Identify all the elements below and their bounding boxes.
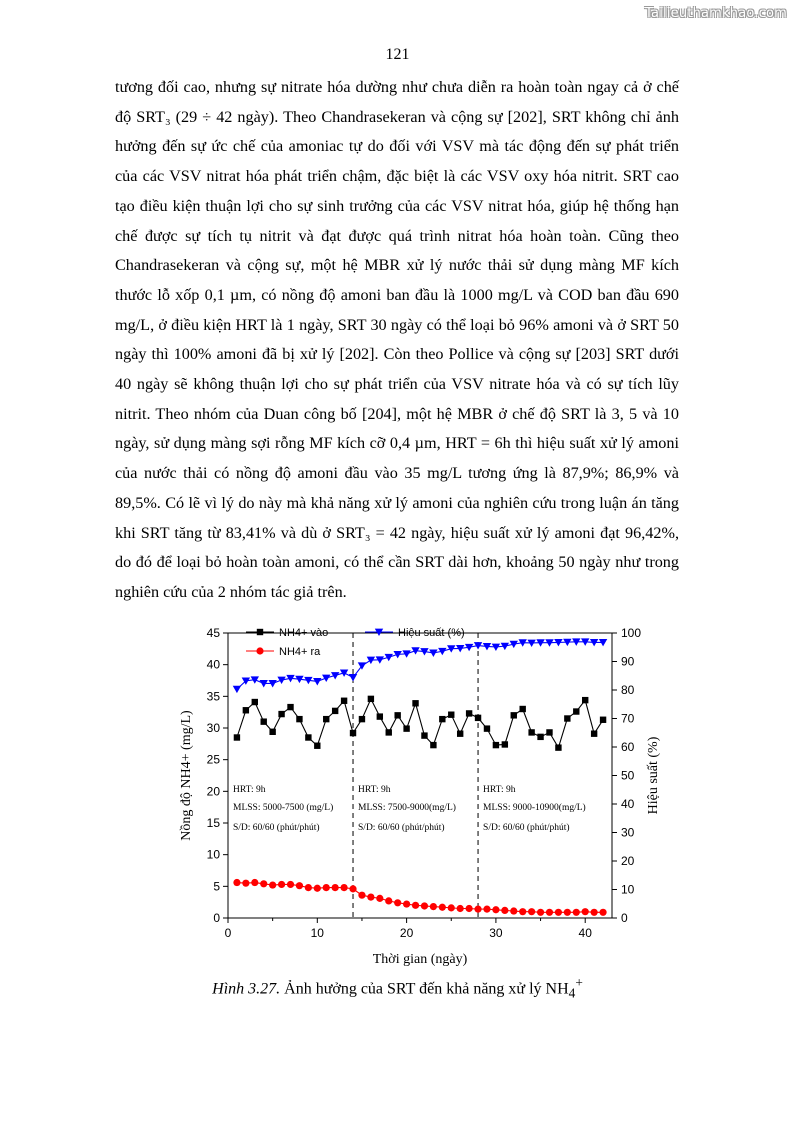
- nh4-out-point: [367, 894, 374, 901]
- y-left-tick-label: 5: [213, 879, 220, 894]
- y-right-tick-label: 0: [621, 911, 628, 925]
- nh4-out-point: [376, 895, 383, 902]
- nh4-in-point: [484, 725, 490, 731]
- nh4-in-point: [582, 697, 588, 703]
- nh4-out-point: [519, 908, 526, 915]
- annotation-mlss: MLSS: 5000-7500 (mg/L): [233, 803, 334, 813]
- nh4-out-point: [412, 902, 419, 909]
- y-right-tick-label: 70: [621, 711, 635, 726]
- y-left-tick-label: 20: [206, 784, 220, 799]
- nh4-in-point: [448, 712, 454, 718]
- x-axis-label: Thời gian (ngày): [372, 952, 468, 967]
- nh4-in-point: [305, 734, 311, 740]
- figure-caption: [0, 975, 795, 1002]
- y-left-tick-label: 45: [206, 626, 220, 640]
- nh4-in-point: [394, 712, 400, 718]
- nh4-out-point: [591, 909, 598, 916]
- srt-ammonium-chart: [170, 618, 661, 970]
- y-right-tick-label: 80: [621, 683, 635, 697]
- nh4-in-point: [368, 696, 374, 702]
- x-tick-label: 0: [224, 926, 232, 940]
- nh4-in-point: [261, 718, 267, 724]
- y-right-tick-label: 50: [621, 768, 635, 783]
- nh4-in-point: [591, 731, 597, 737]
- nh4-in-point: [519, 706, 525, 712]
- y-right-tick-label: 10: [621, 882, 635, 897]
- nh4-out-point: [457, 905, 464, 912]
- nh4-out-point: [314, 885, 321, 892]
- plot-frame: [228, 633, 612, 918]
- nh4-in-point: [421, 732, 427, 738]
- legend-marker: [256, 647, 263, 654]
- nh4-out-point: [260, 880, 267, 887]
- nh4-in-point: [430, 742, 436, 748]
- annotation-sd: S/D: 60/60 (phút/phút): [483, 823, 570, 833]
- nh4-out-point: [287, 881, 294, 888]
- nh4-in-point: [502, 741, 508, 747]
- y-right-tick-label: 40: [621, 797, 635, 811]
- nh4-in-point: [412, 700, 418, 706]
- body-paragraph-container: [115, 73, 679, 608]
- nh4-in-point: [269, 729, 275, 735]
- nh4-in-point: [555, 744, 561, 750]
- nh4-out-point: [296, 882, 303, 889]
- nh4-in-point: [386, 729, 392, 735]
- nh4-in-point: [314, 743, 320, 749]
- y-right-tick-label: 20: [621, 854, 635, 868]
- efficiency-point: [313, 678, 321, 685]
- nh4-out-point: [394, 899, 401, 906]
- figure-3-27: [170, 618, 661, 970]
- nh4-out-point: [278, 881, 285, 888]
- nh4-in-point: [287, 704, 293, 710]
- nh4-in-point: [296, 716, 302, 722]
- nh4-out-point: [448, 904, 455, 911]
- nh4-out-point: [421, 902, 428, 909]
- x-tick-label: 40: [578, 926, 592, 940]
- nh4-in-point: [466, 710, 472, 716]
- efficiency-point: [349, 674, 357, 681]
- y-left-tick-label: 0: [213, 911, 220, 925]
- nh4-in-point: [377, 713, 383, 719]
- nh4-out-point: [537, 909, 544, 916]
- nh4-out-point: [340, 884, 347, 891]
- annotation-hrt: HRT: 9h: [358, 785, 391, 795]
- y-left-tick-label: 30: [206, 721, 220, 735]
- nh4-out-point: [430, 903, 437, 910]
- caption-sup: +: [575, 975, 583, 990]
- nh4-in-point: [359, 716, 365, 722]
- nh4-out-point: [582, 908, 589, 915]
- legend-label: Hiệu suất (%): [398, 627, 465, 639]
- nh4-in-point: [493, 742, 499, 748]
- nh4-in-point: [332, 708, 338, 714]
- annotations-layer: [233, 633, 586, 918]
- nh4-out-point: [403, 900, 410, 907]
- y-right-tick-label: 30: [621, 825, 635, 840]
- y-left-axis-label: Nồng độ NH4+ (mg/L): [179, 710, 194, 841]
- nh4-in-point: [403, 725, 409, 731]
- nh4-in-point: [350, 730, 356, 736]
- efficiency-point: [358, 662, 366, 669]
- body-paragraph: tương đối cao, nhưng sự nitrate hóa dường như chưa diễn ra hoàn toàn ngay cả ở chế độ SRT₃ (29 ÷ 42 ngày). Theo Chandrasekeran và cộng sự [202], SRT không chỉ ảnh hưởng đến sự ức chế của amoniac tự do đối với VSV mà tác động đến sự phát triển của các VSV nitrat hóa phát triển chậm, đặc biệt là các VSV oxy hóa nitrit. SRT cao tạo điều kiện thuận lợi cho sự sinh trưởng của các VSV nitrat hóa, giúp hệ thống hạn chế được sự tích tụ nitrit và đạt được quá trình nitrat hóa hoàn toàn. Cũng theo Chandrasekeran và cộng sự, một hệ MBR xử lý nước thải sử dụng màng MF kích thước lỗ xốp 0,1 µm, có nồng độ amoni ban đầu là 1000 mg/L và COD ban đầu 690 mg/L, ở điều kiện HRT là 1 ngày, SRT 30 ngày có thể loại bỏ 96% amoni và ở SRT 50 ngày thì 100% amoni đã bị xử lý [202]. Còn theo Pollice và cộng sự [203] SRT dưới 40 ngày sẽ không thuận lợi cho sự phát triển của VSV nitrate hóa và có sự tích lũy nitrit. Theo nhóm của Duan công bố [204], một hệ MBR ở chế độ SRT là 3, 5 và 10 ngày, sử dụng màng sợi rỗng MF kích cỡ 0,4 µm, HRT = 6h thì hiệu suất xử lý amoni của nước thải có nồng độ amoni đầu vào 35 mg/L tương ứng là 87,9%; 86,9% và 89,5%. Có lẽ vì lý do này mà khả năng xử lý amoni của nghiên cứu trong luận án tăng khi SRT tăng từ 83,41% và dù ở SRT₃ = 42 ngày, hiệu suất xử lý amoni đạt 96,42%, do đó để loại bỏ hoàn toàn amoni, có thể cần SRT dài hơn, khoảng 50 ngày như trong nghiên cứu của 2 nhóm tác giả trên.: [115, 78, 679, 601]
- legend-marker: [257, 629, 263, 635]
- series-layer: [233, 638, 608, 915]
- x-tick-label: 20: [399, 926, 414, 940]
- nh4-in-point: [252, 699, 258, 705]
- y-right-tick-label: 100: [621, 626, 642, 640]
- annotation-mlss: MLSS: 9000-10900(mg/L): [483, 803, 586, 813]
- watermark: Tailieuthamkhao.com: [645, 6, 787, 21]
- nh4-in-point: [234, 734, 240, 740]
- nh4-out-point: [564, 909, 571, 916]
- nh4-out-point: [242, 880, 249, 887]
- efficiency-point: [322, 675, 330, 682]
- y-left-tick-label: 40: [206, 657, 220, 672]
- nh4-in-point: [564, 715, 570, 721]
- efficiency-point: [233, 686, 241, 693]
- annotation-sd: S/D: 60/60 (phút/phút): [358, 823, 445, 833]
- nh4-out-point: [439, 904, 446, 911]
- y-left-tick-label: 10: [206, 847, 220, 862]
- nh4-out-point: [599, 909, 606, 916]
- nh4-out-point: [251, 879, 258, 886]
- nh4-in-point: [600, 717, 606, 723]
- nh4-out-point: [305, 884, 312, 891]
- nh4-in-point: [457, 731, 463, 737]
- nh4-out-point: [510, 907, 517, 914]
- annotation-hrt: HRT: 9h: [233, 785, 266, 795]
- legend-label: NH4+ ra: [279, 646, 321, 658]
- y-left-tick-label: 25: [206, 752, 220, 767]
- efficiency-point: [429, 650, 437, 657]
- nh4-out-point: [483, 906, 490, 913]
- nh4-in-point: [546, 729, 552, 735]
- nh4-out-point: [332, 884, 339, 891]
- x-tick-label: 10: [310, 926, 324, 940]
- caption-sub: 4: [568, 985, 576, 1001]
- legend-label: NH4+ vào: [279, 627, 329, 639]
- y-right-tick-label: 90: [621, 654, 635, 669]
- page-number: 121: [385, 46, 410, 63]
- nh4-in-point: [573, 708, 579, 714]
- nh4-in-point: [439, 716, 445, 722]
- nh4-out-point: [492, 906, 499, 913]
- nh4-in-point: [528, 729, 534, 735]
- nh4-out-point: [385, 897, 392, 904]
- nh4-out-point: [555, 909, 562, 916]
- y-left-tick-label: 35: [206, 689, 220, 704]
- nh4-in-point: [537, 734, 543, 740]
- caption-text: Ảnh hưởng của SRT đến khả năng xử lý NH: [280, 980, 569, 998]
- nh4-in-point: [278, 711, 284, 717]
- nh4-out-point: [323, 884, 330, 891]
- x-tick-label: 30: [489, 926, 503, 940]
- y-right-axis-label: Hiệu suất (%): [646, 736, 661, 815]
- nh4-out-point: [546, 909, 553, 916]
- nh4-out-point: [233, 879, 240, 886]
- nh4-out-point: [349, 885, 356, 892]
- nh4-out-point: [528, 908, 535, 915]
- nh4-in-point: [341, 698, 347, 704]
- nh4-in-point: [511, 712, 517, 718]
- nh4-out-point: [358, 892, 365, 899]
- annotation-mlss: MLSS: 7500-9000(mg/L): [358, 803, 456, 813]
- nh4-in-point: [323, 716, 329, 722]
- y-left-tick-label: 15: [206, 816, 220, 830]
- nh4-in-point: [243, 707, 249, 713]
- nh4-out-point: [474, 906, 481, 913]
- annotation-hrt: HRT: 9h: [483, 785, 516, 795]
- nh4-in-point: [475, 715, 481, 721]
- nh4-out-point: [501, 907, 508, 914]
- nh4-out-point: [269, 881, 276, 888]
- caption-label: Hình 3.27.: [212, 980, 281, 998]
- efficiency-point: [277, 677, 285, 684]
- nh4-out-point: [466, 905, 473, 912]
- y-right-tick-label: 60: [621, 740, 635, 754]
- annotation-sd: S/D: 60/60 (phút/phút): [233, 823, 320, 833]
- nh4-out-point: [573, 909, 580, 916]
